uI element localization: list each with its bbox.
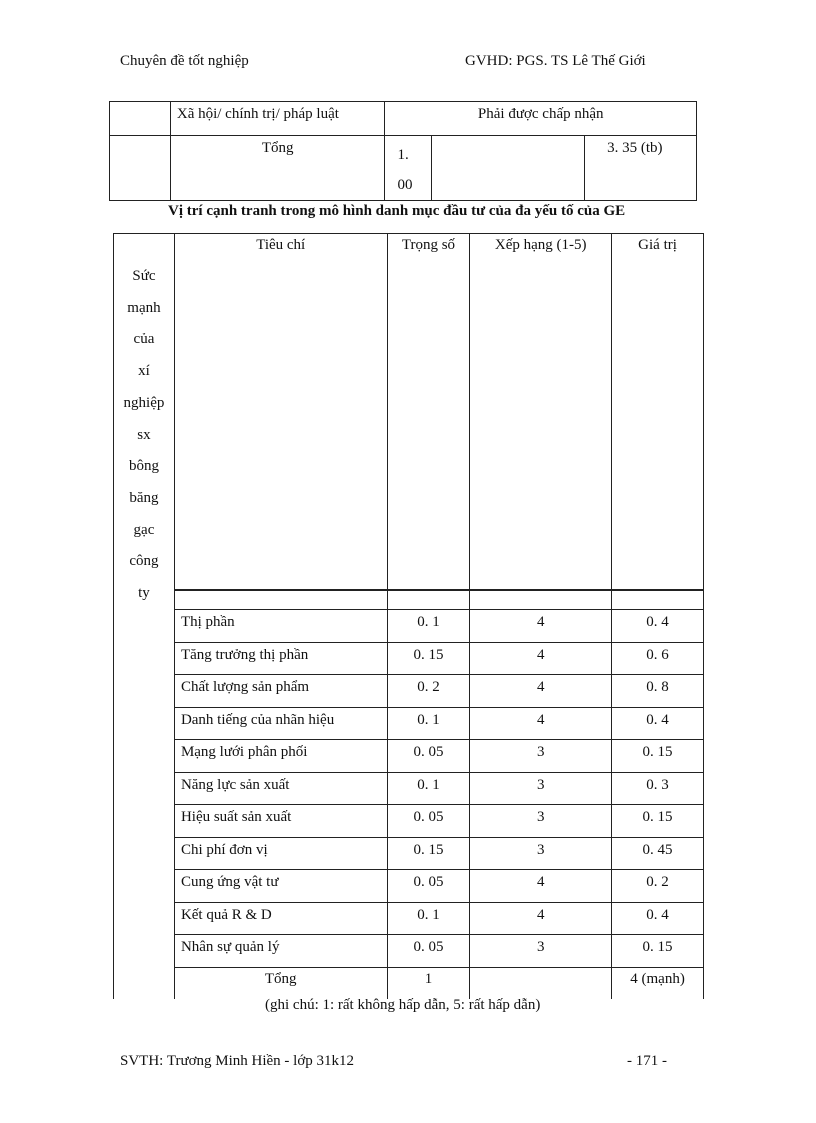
side-label-word: sx [137, 426, 151, 443]
criterion-cell: Mạng lưới phân phối [174, 740, 387, 773]
side-label-word: nghiệp [123, 394, 165, 411]
header-criteria: Tiêu chí [174, 234, 387, 591]
weight-cell: 0. 1 [387, 610, 470, 643]
value-cell: 0. 4 [612, 707, 704, 740]
weight-cell: 0. 1 [387, 772, 470, 805]
table-row [114, 870, 704, 903]
table-row [110, 102, 697, 136]
side-label-word: mạnh [127, 299, 161, 316]
criterion-cell: Tăng trưởng thị phần [174, 642, 387, 675]
table-cell-empty [387, 590, 470, 609]
weight-cell: 0. 15 [387, 642, 470, 675]
weight-cell: 0. 15 [387, 837, 470, 870]
side-label-word: ty [138, 585, 150, 602]
table-row [114, 642, 704, 675]
criterion-cell: Chi phí đơn vị [174, 837, 387, 870]
header-right: GVHD: PGS. TS Lê Thế Giới [465, 53, 646, 69]
total-label: Tổng [170, 136, 385, 201]
total-weight: 1 [387, 967, 470, 999]
header-weight: Trọng số [387, 234, 470, 591]
value-cell: 0. 2 [612, 870, 704, 903]
value-cell: 0. 4 [612, 610, 704, 643]
rank-cell: 3 [470, 740, 612, 773]
side-label-word: công [129, 553, 159, 570]
criterion-cell: Xã hội/ chính trị/ pháp luật [170, 102, 385, 136]
table-environment-continued [109, 101, 697, 201]
total-rank [470, 967, 612, 999]
value-cell: 0. 15 [612, 740, 704, 773]
rank-cell: 4 [470, 675, 612, 708]
weight-cell: 0. 1 [387, 707, 470, 740]
side-label-word: bông [128, 458, 159, 475]
rank-cell: 4 [470, 707, 612, 740]
rank-cell: 4 [470, 870, 612, 903]
criterion-cell: Nhân sự quản lý [174, 935, 387, 968]
side-label-word: gạc [133, 521, 155, 538]
total-row [114, 967, 704, 999]
weight-cell: 0. 05 [387, 805, 470, 838]
side-label [114, 234, 175, 610]
rank-cell: 4 [470, 610, 612, 643]
total-weight-line2: 00 [397, 177, 413, 193]
criterion-cell: Thị phần [174, 610, 387, 643]
weight-cell: 0. 05 [387, 740, 470, 773]
side-label-continuation [114, 610, 175, 1000]
table-row [114, 772, 704, 805]
value-cell: 0. 45 [612, 837, 704, 870]
weight-cell: 0. 1 [387, 902, 470, 935]
rank-cell: 3 [470, 935, 612, 968]
table-cell-empty [174, 590, 387, 609]
table-row [114, 805, 704, 838]
criterion-cell: Kết quả R & D [174, 902, 387, 935]
criterion-cell: Danh tiếng của nhãn hiệu [174, 707, 387, 740]
table-row [114, 740, 704, 773]
requirement-cell: Phải được chấp nhận [385, 102, 697, 136]
criterion-cell: Năng lực sản xuất [174, 772, 387, 805]
table-row [114, 675, 704, 708]
table-caption: Vị trí cạnh tranh trong mô hình danh mục đầu tư của đa yếu tố của GE [168, 203, 626, 219]
table-cell-empty [470, 590, 612, 609]
table-competitive-position [113, 233, 704, 999]
rank-cell: 4 [470, 642, 612, 675]
table-cell-empty [612, 590, 704, 609]
table-row [114, 837, 704, 870]
criteria-rows [114, 610, 704, 1000]
total-label: Tổng [174, 967, 387, 999]
table-row [114, 935, 704, 968]
value-cell: 0. 8 [612, 675, 704, 708]
side-label-word: băng [129, 489, 159, 506]
footer-left: SVTH: Trương Minh Hiền - lớp 31k12 [120, 1053, 355, 1069]
header-left: Chuyên đề tốt nghiệp [120, 53, 249, 69]
rank-cell: 3 [470, 805, 612, 838]
side-label-word: của [133, 331, 155, 348]
value-cell: 0. 3 [612, 772, 704, 805]
weight-cell: 0. 05 [387, 935, 470, 968]
value-cell: 0. 15 [612, 805, 704, 838]
value-cell: 0. 6 [612, 642, 704, 675]
weight-cell: 0. 05 [387, 870, 470, 903]
side-label-word: xí [138, 363, 150, 380]
rank-cell: 3 [470, 772, 612, 805]
header-value: Giá trị [612, 234, 704, 591]
criterion-cell: Chất lượng sản phẩm [174, 675, 387, 708]
table-cell-empty [110, 136, 171, 201]
total-value: 4 (mạnh) [612, 967, 704, 999]
total-weight-line1: 1. [397, 147, 409, 163]
total-value: 3. 35 (tb) [585, 136, 697, 201]
table-row [114, 902, 704, 935]
table-row [114, 707, 704, 740]
table-header-row [114, 234, 704, 591]
criterion-cell: Cung ứng vật tư [174, 870, 387, 903]
table-row [114, 610, 704, 643]
spacer-row [114, 590, 704, 609]
weight-cell: 0. 2 [387, 675, 470, 708]
value-cell: 0. 15 [612, 935, 704, 968]
table-note: (ghi chú: 1: rất không hấp dẫn, 5: rất hấp dẫn) [265, 997, 541, 1013]
criterion-cell: Hiệu suất sản xuất [174, 805, 387, 838]
page-number: - 171 - [627, 1053, 667, 1069]
rank-cell: 4 [470, 902, 612, 935]
side-label-word: Sức [132, 268, 156, 284]
table-cell-empty [432, 136, 585, 201]
value-cell: 0. 4 [612, 902, 704, 935]
header-rank: Xếp hạng (1-5) [470, 234, 612, 591]
total-row [110, 136, 697, 201]
table-cell-empty [110, 102, 171, 136]
rank-cell: 3 [470, 837, 612, 870]
total-weight [385, 136, 432, 201]
